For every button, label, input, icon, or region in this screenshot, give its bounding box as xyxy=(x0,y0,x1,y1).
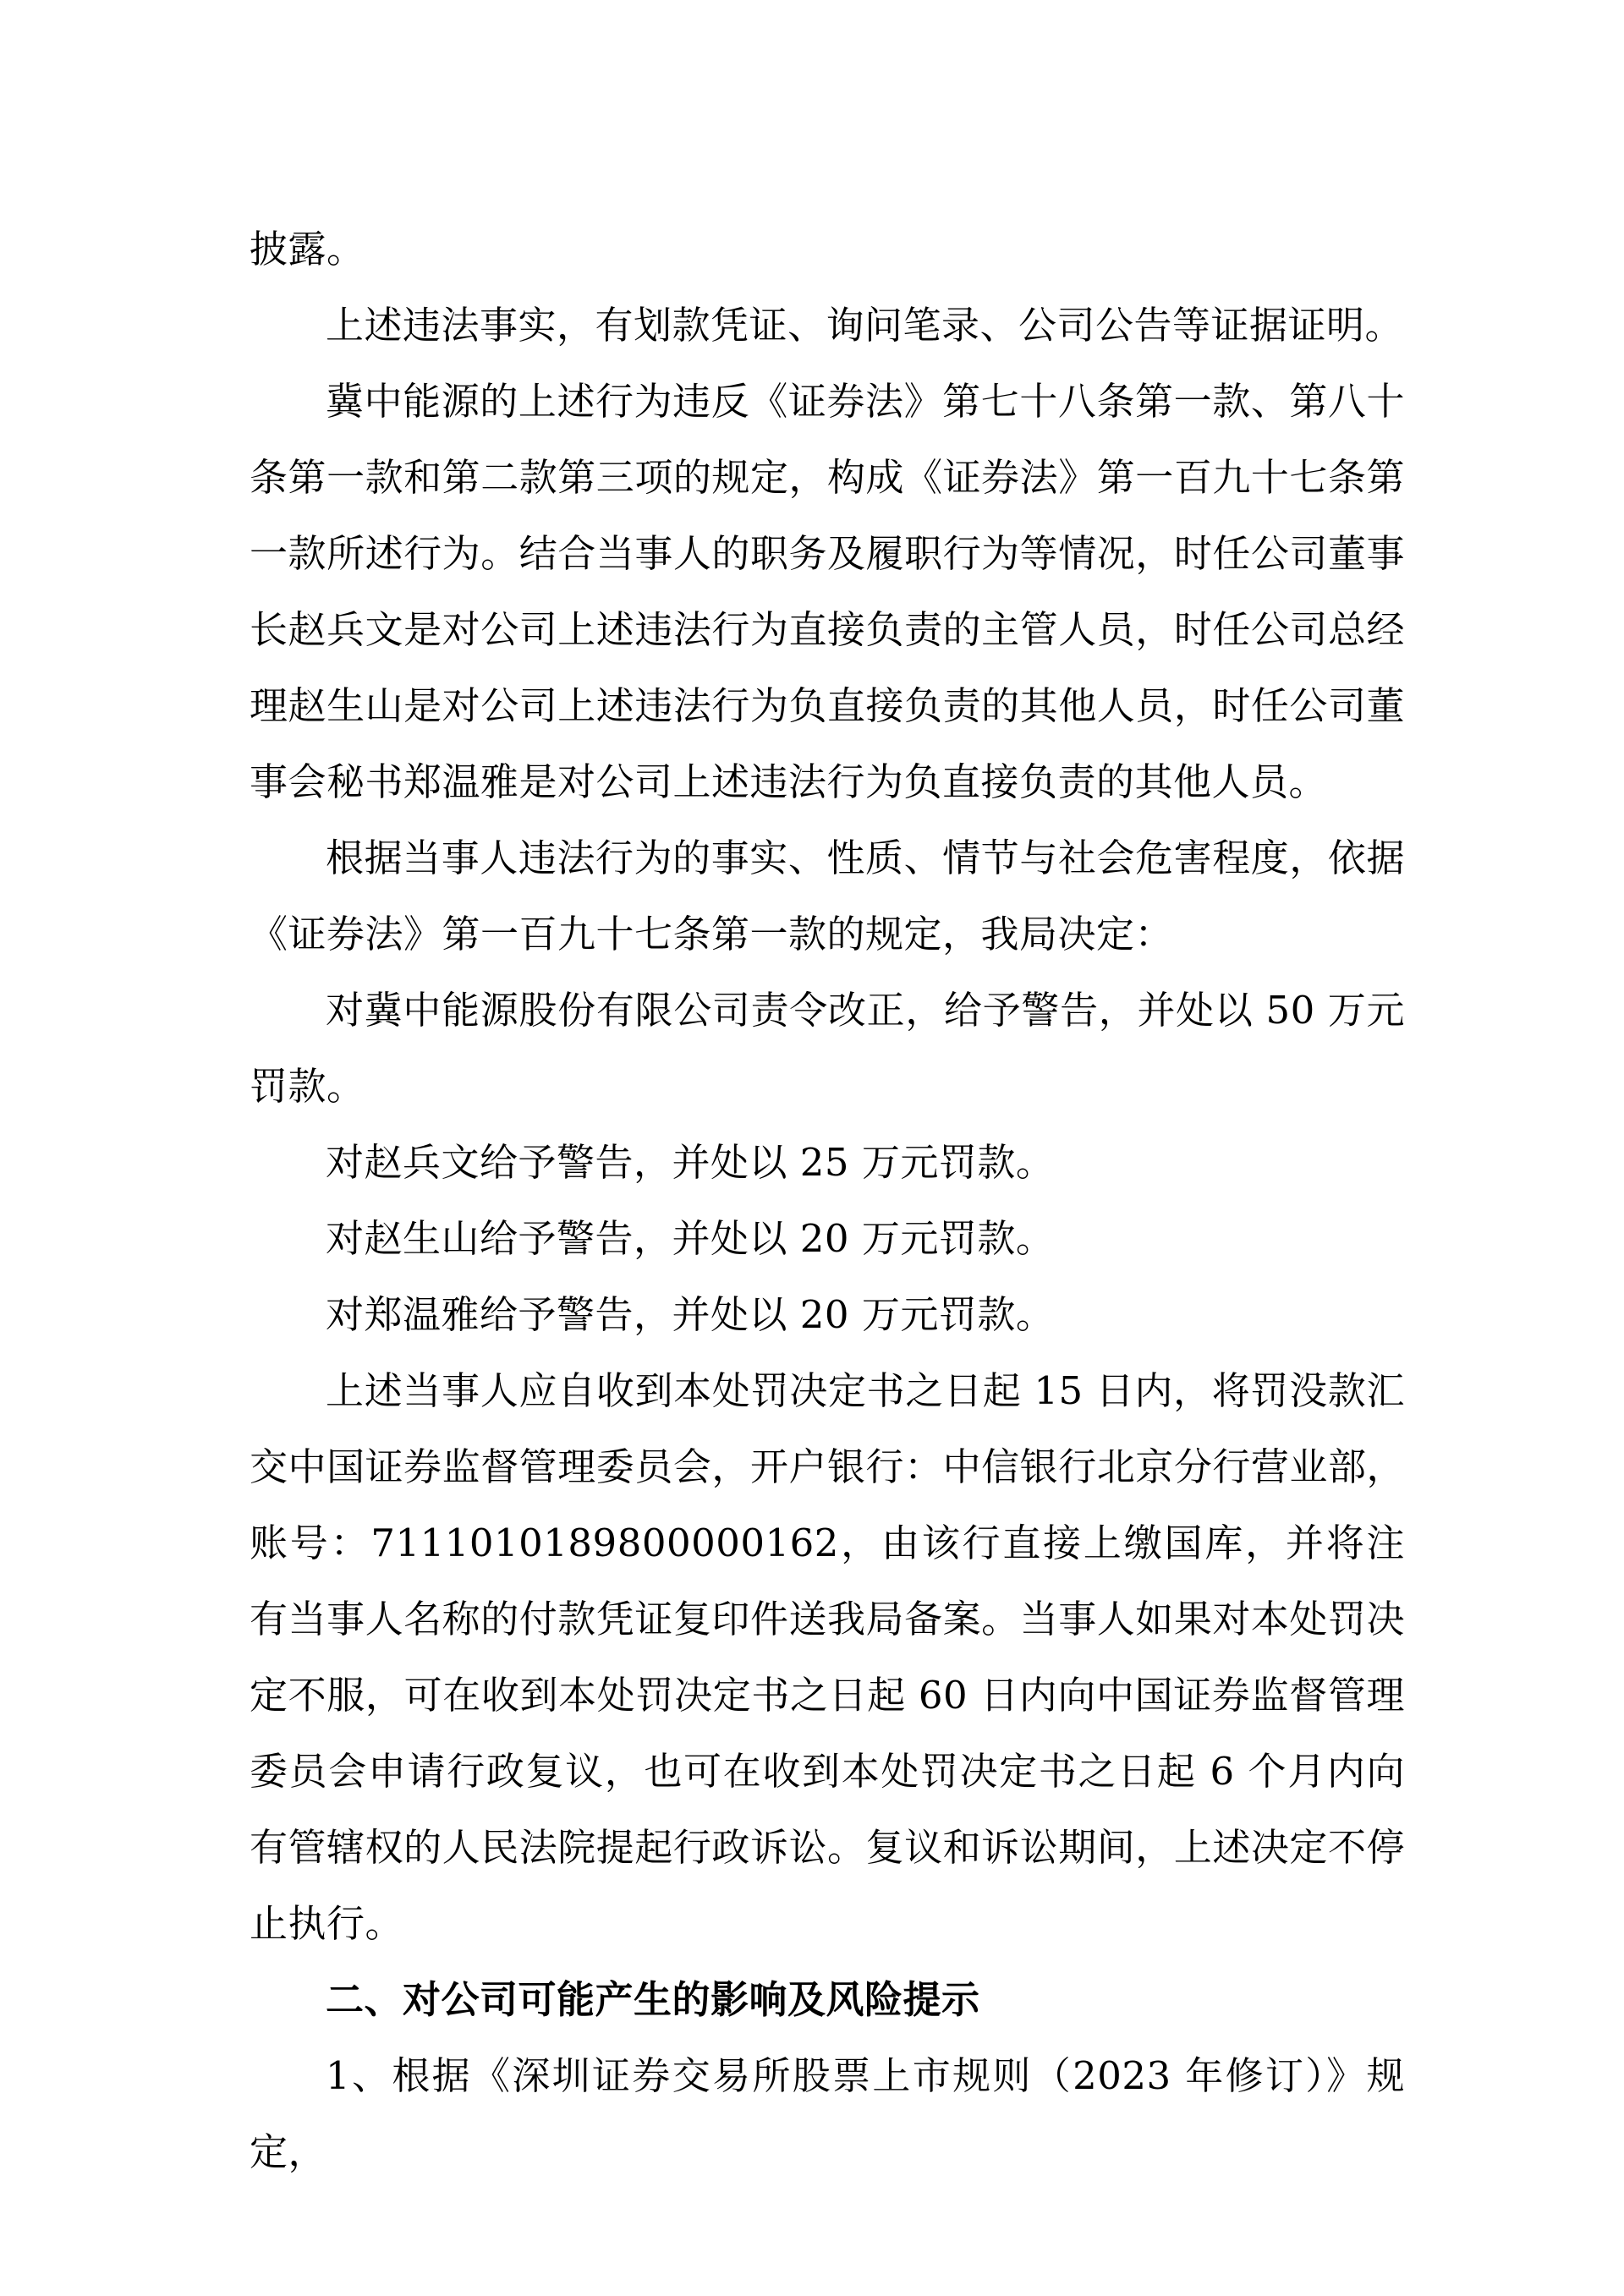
paragraph-continuation: 披露。 xyxy=(250,227,365,271)
paragraph-payment-and-appeal: 上述当事人应自收到本处罚决定书之日起 15 日内，将罚没款汇交中国证券监督管理委员会，开户银行：中信银行北京分行营业部，账号：7111010189800000162，由该行直接上缴国库，并将注有当事人名称的付款凭证复印件送我局备案。当事人如果对本处罚决定不服，可在收到本处罚决定书之日起 60 日内向中国证券监督管理委员会申请行政复议，也可在收到本处罚决定书之日起 6 个月内向有管辖权的人民法院提起行政诉讼。复议和诉讼期间，上述决定不停止执行。 xyxy=(250,1368,1405,1946)
paragraph-decision-basis: 根据当事人违法行为的事实、性质、情节与社会危害程度，依据《证券法》第一百九十七条第一款的规定，我局决定： xyxy=(250,836,1405,956)
paragraph-penalty-zhengwenya: 对郑温雅给予警告，并处以 20 万元罚款。 xyxy=(326,1292,1055,1337)
document-body xyxy=(250,211,1405,2190)
paragraph-evidence: 上述违法事实，有划款凭证、询问笔录、公司公告等证据证明。 xyxy=(326,303,1404,348)
paragraph-violation-findings: 冀中能源的上述行为违反《证券法》第七十八条第一款、第八十条第一款和第二款第三项的规定，构成《证券法》第一百九十七条第一款所述行为。结合当事人的职务及履职行为等情况，时任公司董事长赵兵文是对公司上述违法行为直接负责的主管人员，时任公司总经理赵生山是对公司上述违法行为负直接负责的其他人员，时任公司董事会秘书郑温雅是对公司上述违法行为负直接负责的其他人员。 xyxy=(250,379,1405,804)
paragraph-penalty-zhaoshengshan: 对赵生山给予警告，并处以 20 万元罚款。 xyxy=(326,1216,1055,1261)
paragraph-listing-rules: 1、根据《深圳证券交易所股票上市规则（2023 年修订）》规定， xyxy=(250,2053,1405,2174)
paragraph-penalty-zhaobingwen: 对赵兵文给予警告，并处以 25 万元罚款。 xyxy=(326,1140,1055,1185)
section-heading-impact-risk: 二、对公司可能产生的影响及风险提示 xyxy=(326,1977,980,2022)
paragraph-penalty-company: 对冀中能源股份有限公司责令改正，给予警告，并处以 50 万元罚款。 xyxy=(250,988,1405,1109)
